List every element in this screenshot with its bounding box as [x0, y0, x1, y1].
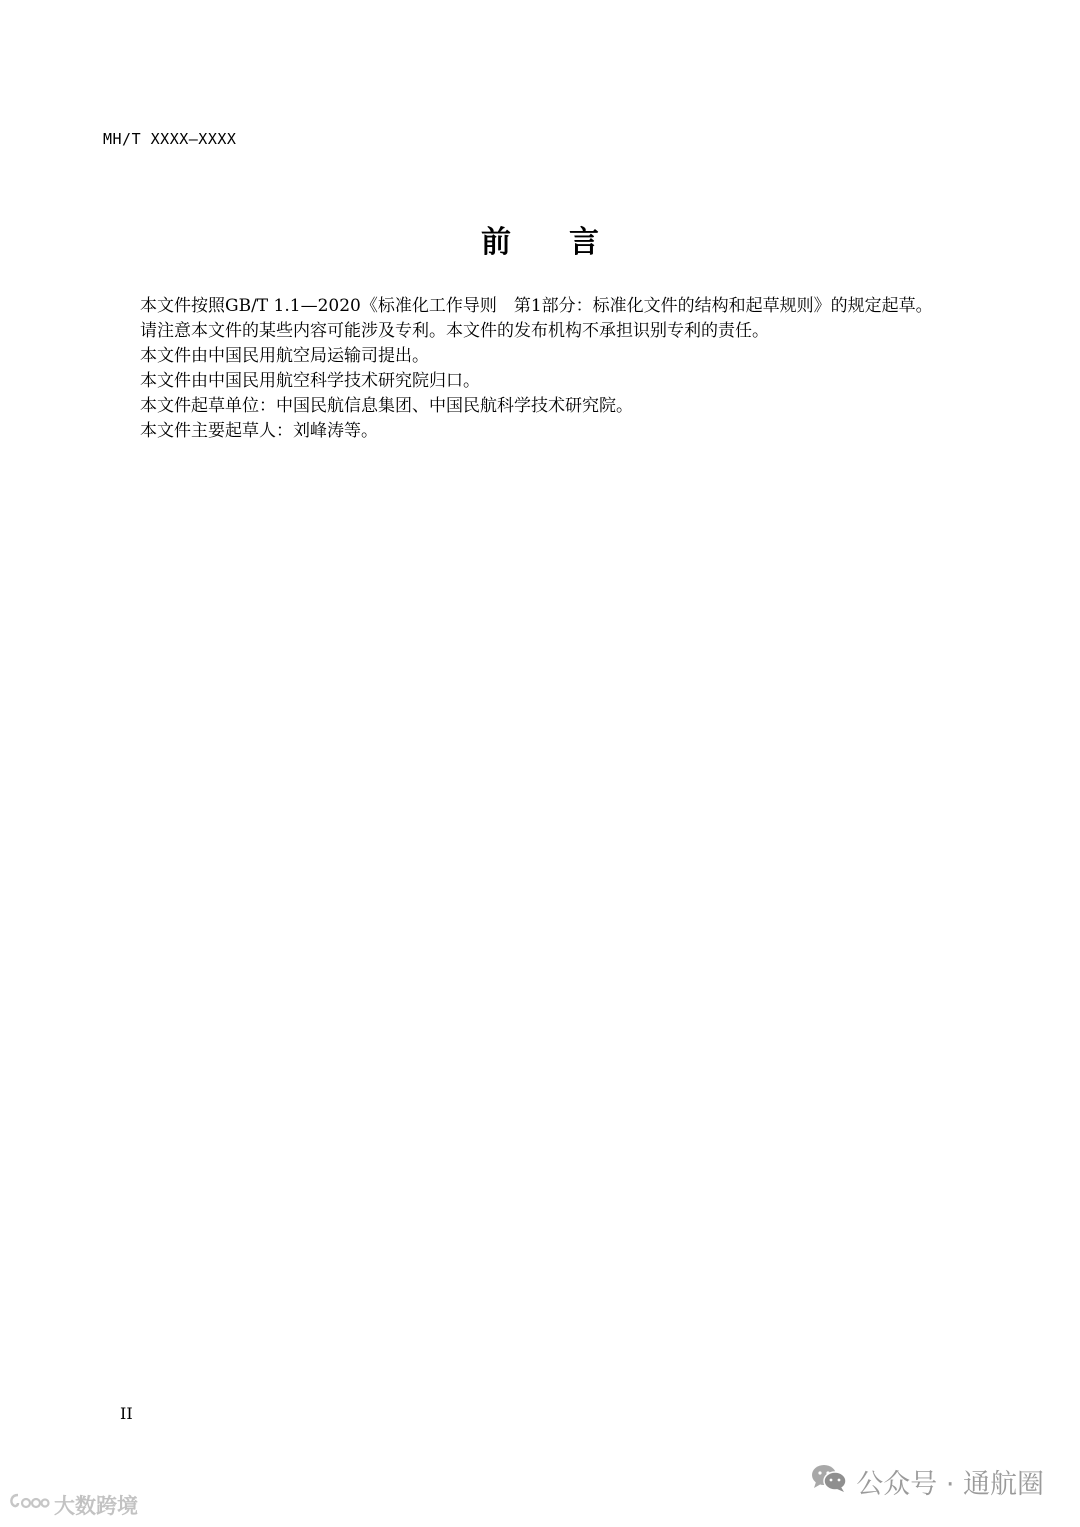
paragraph-drafters: 本文件主要起草人：刘峰涛等。	[140, 421, 378, 441]
watermark-left-text: 大数跨境	[54, 1494, 138, 1518]
watermark-dashuju	[8, 1490, 138, 1520]
paragraph-standard-basis: 本文件按照GB/T 1.1—2020《标准化工作导则 第1部分：标准化文件的结构和起草规则》的规定起草。	[140, 296, 933, 316]
page-number: II	[120, 1404, 133, 1423]
page-title	[0, 222, 1080, 264]
paragraph-drafting-units: 本文件起草单位：中国民航信息集团、中国民航科学技术研究院。	[140, 396, 633, 416]
paragraph-patent-notice: 请注意本文件的某些内容可能涉及专利。本文件的发布机构不承担识别专利的责任。	[140, 321, 769, 341]
foreword-body	[103, 294, 963, 444]
paragraph-centralized-by: 本文件由中国民用航空科学技术研究院归口。	[140, 371, 480, 391]
dashuju-logo-icon	[8, 1492, 54, 1519]
title-char-1: 前	[481, 225, 511, 260]
title-char-2: 言	[569, 225, 599, 260]
watermark-right-text: 公众号 · 通航圈	[856, 1469, 1044, 1500]
paragraph-proposer: 本文件由中国民用航空局运输司提出。	[140, 346, 429, 366]
document-number: MH/T XXXX—XXXX	[103, 130, 237, 148]
watermark-wechat	[810, 1462, 1044, 1501]
wechat-icon	[810, 1462, 856, 1501]
